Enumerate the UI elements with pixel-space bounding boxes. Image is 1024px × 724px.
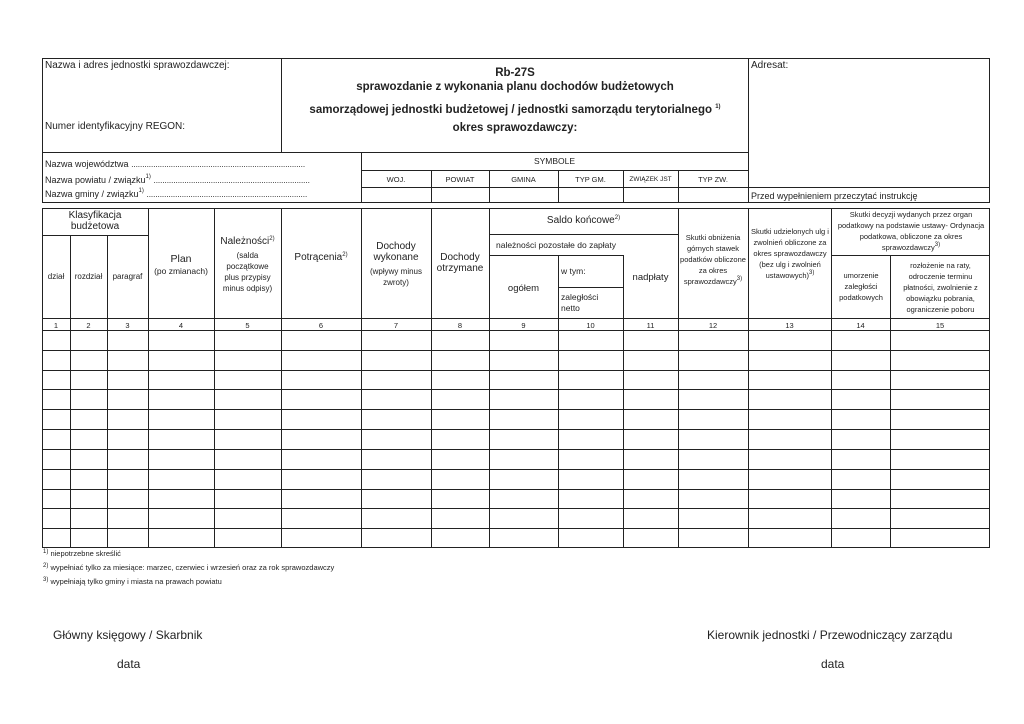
col-number-9: 9 (521, 321, 526, 330)
col-line (558, 255, 559, 548)
footnote-3: $^{3)}$ wypełniają tylko gminy i miasta na prawach powiatu (43, 577, 222, 586)
col-line (431, 208, 432, 548)
symbol-typ-zw: TYP ZW. (698, 175, 728, 184)
dochody-wykonane-subheader: (wpływy minus zwroty) (369, 267, 422, 287)
symbol-powiat: POWIAT (445, 175, 475, 184)
skutki-ulg-header: Skutki udzielonych ulg i zwolnień obliczone za okres sprawozdawczy (bez ulg i zwolnień ustawowych)$^{3)}$ (751, 227, 829, 280)
chief-accountant-signature: Główny księgowy / Skarbnik (53, 628, 203, 642)
col-line (361, 208, 362, 548)
naleznosci-pozostale-underline (489, 255, 624, 256)
col-number-3: 3 (125, 321, 130, 330)
form-title-line2: samorządowej jednostki budżetowej / jednostki samorządu terytorialnego $^{1)}$ (309, 104, 721, 116)
dzial-header: dział (47, 272, 65, 281)
naleznosci-subheader: (salda początkowe plus przypisy minus odpisy) (222, 251, 273, 293)
w-tym-underline (558, 287, 624, 288)
col-number-2: 2 (86, 321, 91, 330)
potracenia-header: Potrącenia$^{2)}$ (294, 252, 348, 263)
saldo-underline (489, 234, 679, 235)
saldo-header: Saldo końcowe$^{2)}$ (546, 215, 621, 226)
table-row-line (42, 429, 990, 430)
header-divider-right (748, 58, 749, 203)
col-line (831, 208, 832, 548)
table-row-line (42, 508, 990, 509)
reporting-unit-label: Nazwa i adres jednostki sprawozdawczej: (45, 60, 230, 71)
naleznosci-header: Należności$^{2)}$ (220, 236, 275, 247)
form-title-line1: sprawozdanie z wykonania planu dochodów budżetowych (356, 81, 674, 93)
footnote-1: $^{1)}$ niepotrzebne skreślić (43, 549, 121, 558)
col-number-5: 5 (245, 321, 250, 330)
symbol-woj: WOJ. (386, 175, 406, 184)
table-row-line (42, 350, 990, 351)
klasyfikacja-underline (42, 235, 149, 236)
symbols-row-line-2 (361, 187, 990, 188)
col-number-6: 6 (318, 321, 324, 330)
county-field: Nazwa powiatu / związku$^{1)}$ ....................................................................... (45, 174, 310, 185)
table-row-line (42, 370, 990, 371)
col-number-1: 1 (53, 321, 59, 330)
addressee-label: Adresat: (751, 60, 789, 71)
rozdzial-header: rozdział (74, 272, 103, 281)
plan-header: Plan (170, 253, 192, 265)
commune-field: Nazwa gminy / związku$^{1)}$ ......................................................................... (45, 188, 308, 199)
footnote-2: $^{2)}$ wypełniać tylko za miesiące: marzec, czerwiec i wrzesień oraz za rok sprawozdawczy (43, 563, 335, 572)
col-line (890, 255, 891, 548)
symbol-typ-gm: TYP GM. (575, 175, 606, 184)
reporting-period-label: okres sprawozdawczy: (452, 122, 578, 134)
unit-head-date: data (821, 657, 845, 671)
umorzenie-header: umorzenie zaległości podatkowych (839, 271, 883, 302)
col-line (678, 208, 679, 548)
plan-subheader: (po zmianach) (154, 266, 208, 276)
instructions-note: Przed wypełnieniem przeczytać instrukcję (751, 191, 918, 201)
table-row-line (42, 409, 990, 410)
naleznosci-pozostale-header: należności pozostałe do zapłaty (495, 240, 617, 250)
col-number-14: 14 (856, 321, 865, 330)
w-tym-header: w tym: (561, 266, 586, 276)
unit-head-signature: Kierownik jednostki / Przewodniczący zarządu (707, 628, 953, 642)
col-line (489, 208, 490, 548)
col-number-12: 12 (708, 321, 718, 330)
regon-label: Numer identyfikacyjny REGON: (45, 121, 186, 132)
table-row-line (42, 449, 990, 450)
col-line (748, 208, 749, 548)
col-number-4: 4 (178, 321, 184, 330)
rozlozenie-header: rozłożenie na raty, odroczenie terminu płatności, zwolnienie z obowiązku pobrania, ograniczenie poboru (903, 261, 978, 314)
col-number-15: 15 (935, 321, 945, 330)
table-row-line (42, 489, 990, 490)
chief-accountant-date: data (117, 657, 141, 671)
symbol-zwiazek-jst: ZWIĄZEK JST (629, 176, 672, 183)
header-divider-middle (42, 152, 749, 153)
table-row-line (42, 469, 990, 470)
col-number-10: 10 (586, 321, 595, 330)
symbols-title: SYMBOLE (533, 156, 576, 166)
col-line (623, 255, 624, 548)
col-line (214, 208, 215, 548)
klasyfikacja-header: Klasyfikacja budżetowa (68, 210, 122, 232)
skutki-decyzji-header: Skutki decyzji wydanych przez organ podatkowy na podstawie ustawy- Ordynacja podatkowa, obliczone za okres sprawozdawczy$^{3)}$ (837, 210, 985, 252)
decyzji-underline (831, 255, 990, 256)
col-number-8: 8 (457, 321, 463, 330)
symbol-gmina: GMINA (511, 175, 536, 184)
symbols-row-line-1 (361, 170, 748, 171)
col-number-11: 11 (646, 321, 655, 330)
col-number-7: 7 (393, 321, 399, 330)
voivodeship-field: Nazwa województwa ............................................................................... (45, 159, 305, 169)
table-row-line (42, 389, 990, 390)
zaleglosci-header: zaległości netto (561, 292, 599, 313)
header-bottom-line (42, 318, 990, 319)
form-code: Rb-27S (495, 67, 535, 79)
col-number-13: 13 (785, 321, 794, 330)
dochody-wykonane-header: Dochody wykonane (373, 241, 419, 263)
skutki-obnizenia-header: Skutki obniżenia górnych stawek podatków obliczone za okres sprawozdawczy$^{3)}$ (680, 233, 746, 286)
table-row-line (42, 528, 990, 529)
paragraf-header: paragraf (112, 272, 143, 281)
ogolem-header: ogółem (507, 283, 540, 294)
nadplaty-header: nadpłaty (632, 272, 669, 283)
dochody-otrzymane-header: Dochody otrzymane (436, 252, 484, 274)
